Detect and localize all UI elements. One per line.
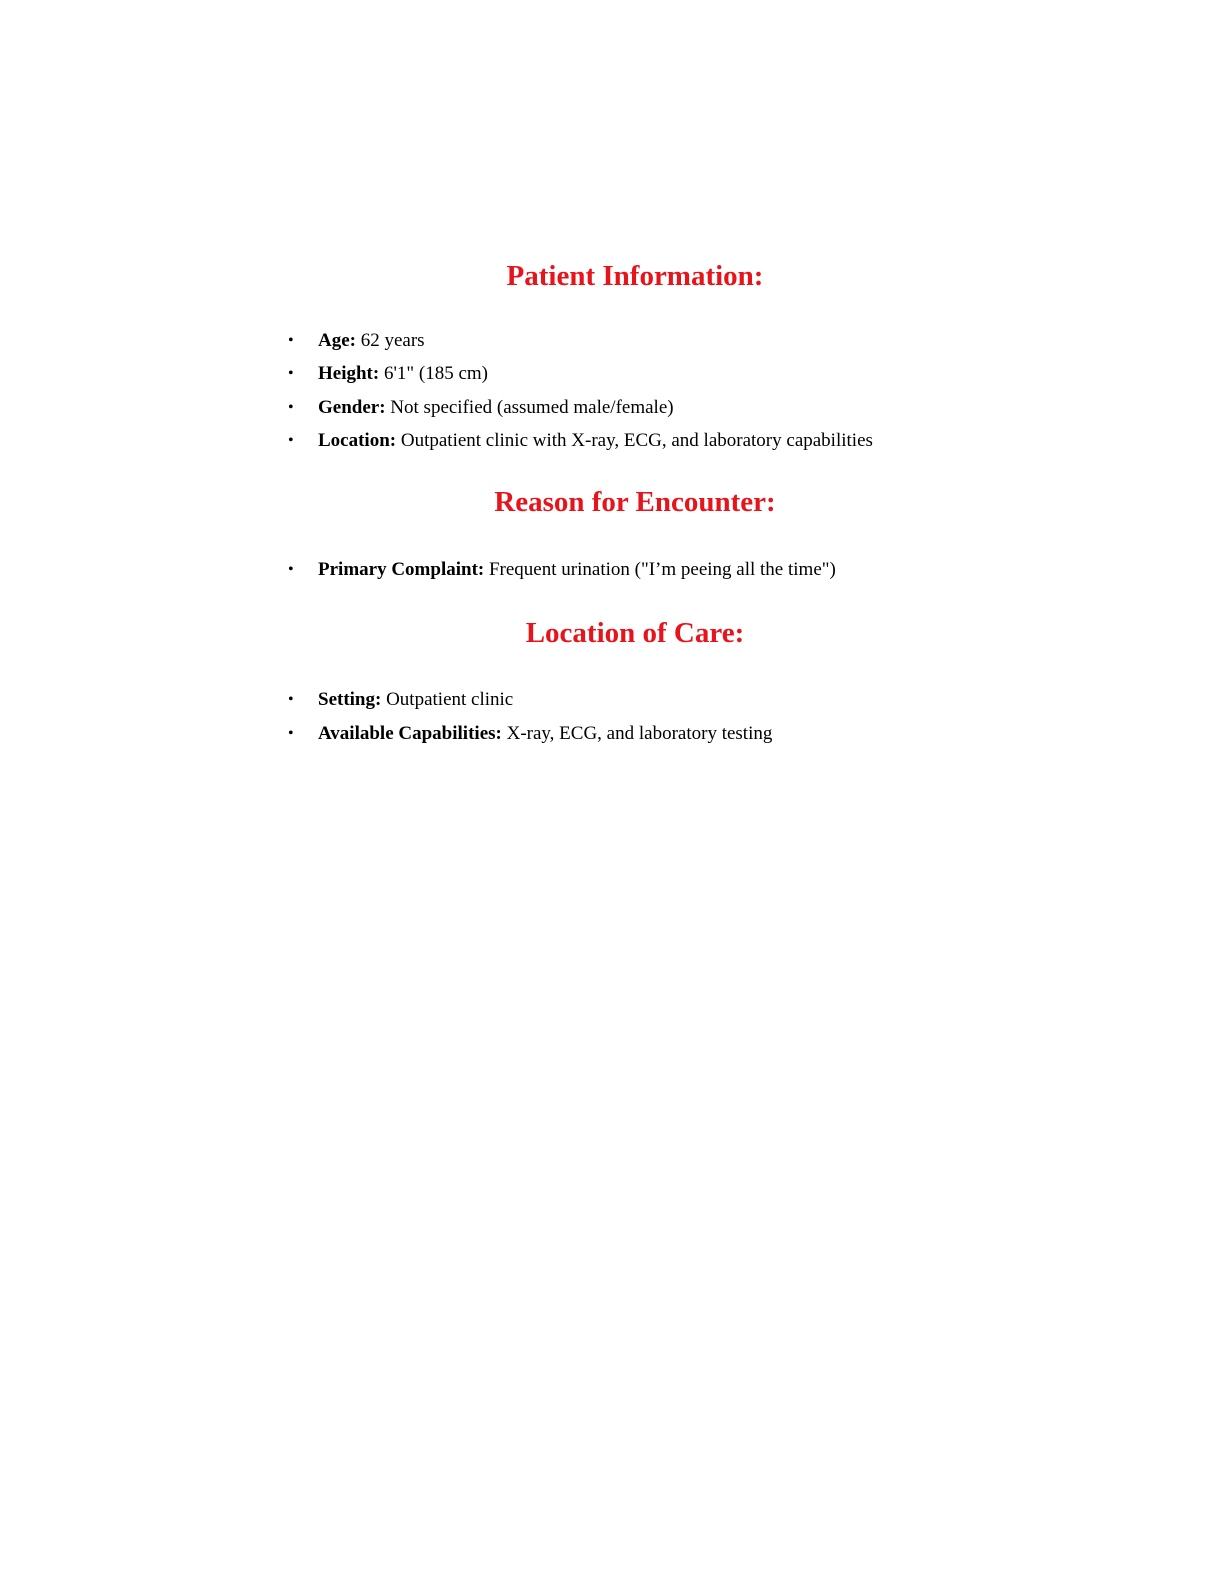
bullet-icon: • <box>288 691 294 709</box>
list-item-age <box>270 324 1000 357</box>
reason-for-encounter-heading: Reason for Encounter: <box>494 486 776 519</box>
item-value: Outpatient clinic with X-ray, ECG, and laboratory capabilities <box>400 429 873 451</box>
list-item-setting <box>270 683 1000 716</box>
bullet-icon: • <box>288 398 294 416</box>
location-of-care-list <box>270 683 1000 750</box>
patient-information-heading: Patient Information: <box>506 260 764 292</box>
bullet-icon: • <box>288 332 294 349</box>
item-label: Setting: <box>318 689 382 711</box>
item-label: Available Capabilities: <box>318 722 502 744</box>
document-content <box>270 252 1000 750</box>
bullet-icon: • <box>288 365 294 383</box>
list-item-gender <box>270 391 1000 424</box>
item-value: 6'1" (185 cm) <box>383 363 489 385</box>
list-item-height <box>270 357 1000 390</box>
item-label: Location: <box>318 429 397 451</box>
item-value: 62 years <box>360 330 425 351</box>
reason-for-encounter-list <box>270 553 1000 586</box>
item-label: Height: <box>318 363 380 385</box>
patient-information-list <box>270 324 1000 457</box>
bullet-icon: • <box>288 431 294 449</box>
item-label: Gender: <box>318 396 386 418</box>
item-label: Primary Complaint: <box>318 559 485 581</box>
location-of-care-heading: Location of Care: <box>525 617 745 650</box>
list-item-location <box>270 424 1000 457</box>
item-value: X-ray, ECG, and laboratory testing <box>506 722 773 744</box>
list-item-primary-complaint <box>270 553 1000 586</box>
bullet-icon: • <box>288 724 294 742</box>
list-item-available-capabilities <box>270 717 1000 750</box>
item-value: Not specified (assumed male/female) <box>390 396 674 418</box>
item-value: Frequent urination ("I’m peeing all the time") <box>488 559 836 581</box>
bullet-icon: • <box>288 561 294 579</box>
item-label: Age: <box>318 330 356 351</box>
item-value: Outpatient clinic <box>386 689 514 711</box>
